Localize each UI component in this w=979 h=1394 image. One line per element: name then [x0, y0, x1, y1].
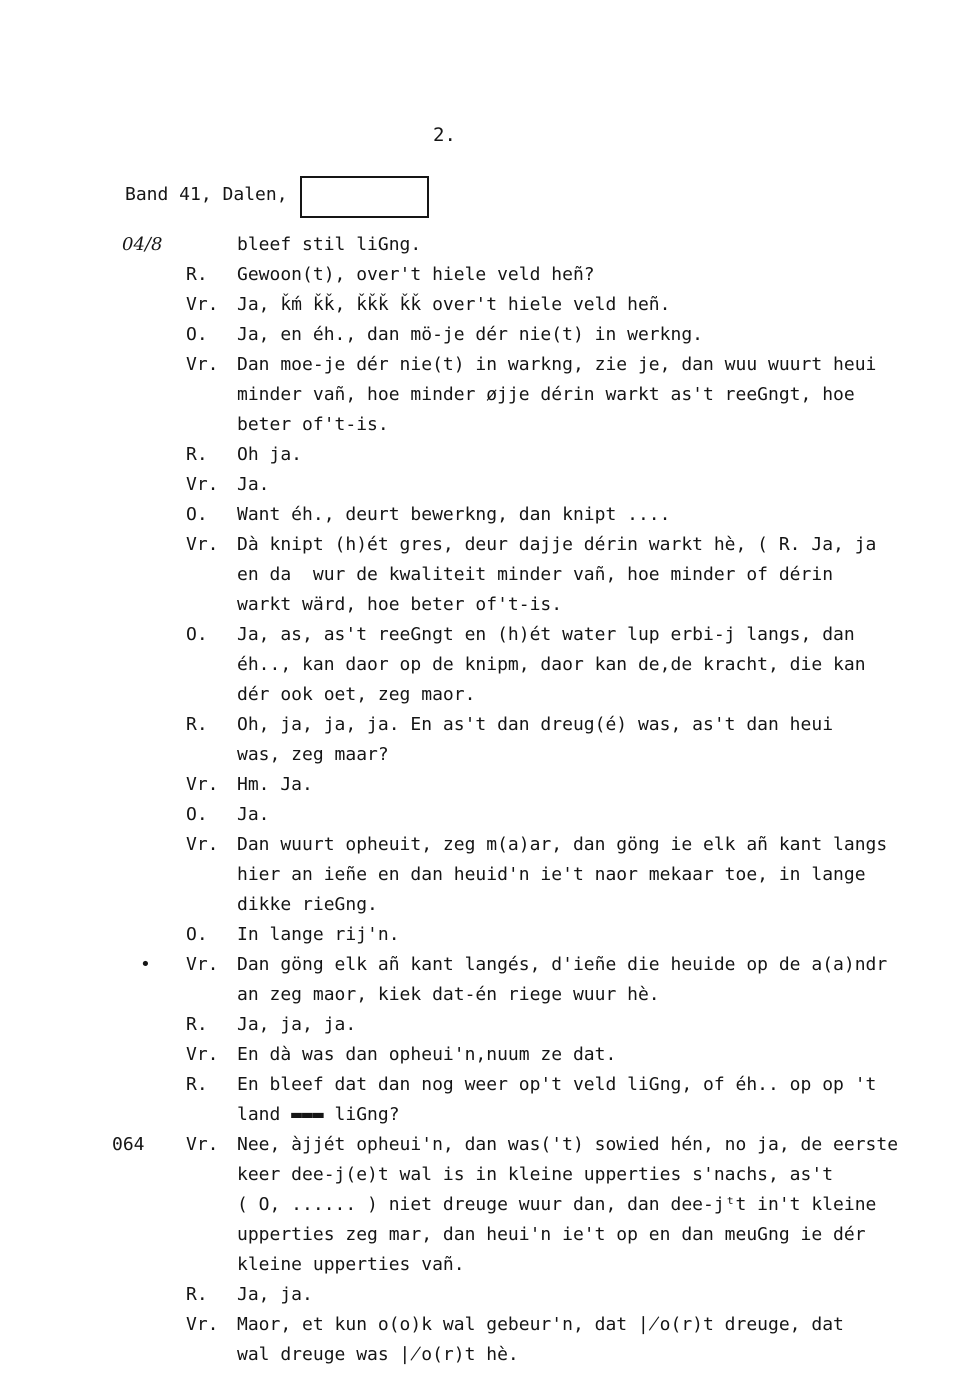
transcript-row	[0, 1010, 979, 1040]
utterance-line: Ja.	[237, 804, 270, 825]
utterance-line: Ja, ǩḿ ǩǩ, ǩǩǩ ǩǩ over't hiele veld heñ.	[237, 294, 671, 315]
utterance-line: Want éh., deurt bewerkng, dan knipt ....	[237, 504, 671, 525]
speaker-label: R.	[186, 264, 208, 285]
utterance-line: hier an ieñe en dan heuid'n ie't naor mekaar toe, in lange	[237, 864, 866, 885]
speaker-label: Vr.	[186, 1044, 219, 1065]
utterance-line: dikke rieGng.	[237, 894, 378, 915]
transcript-row	[0, 1070, 979, 1130]
header-blank-box	[300, 176, 429, 218]
header-label: Band 41, Dalen,	[125, 184, 288, 205]
transcript-row	[0, 530, 979, 620]
speaker-label: Vr.	[186, 534, 219, 555]
utterance-line: bleef stil liGng.	[237, 234, 422, 255]
utterance-line: beter of't-is.	[237, 414, 389, 435]
utterance-line: en da wur de kwaliteit minder vañ, hoe minder of dérin	[237, 564, 834, 585]
transcript-row	[0, 830, 979, 920]
utterance-line: En dà was dan opheui'n,nuum ze dat.	[237, 1044, 617, 1065]
utterance-line: Dan moe-je dér nie(t) in warkng, zie je, dan wuu wuurt heui	[237, 354, 877, 375]
utterance-line: éh.., kan daor op de knipm, daor kan de,de kracht, die kan	[237, 654, 866, 675]
speaker-label: Vr.	[186, 354, 219, 375]
transcript	[0, 230, 979, 1370]
utterance-line: wal dreuge was ∤o(r)t hè.	[237, 1344, 519, 1365]
utterance-line: Maor, et kun o(o)k wal gebeur'n, dat ∤o(r)t dreuge, dat	[237, 1314, 844, 1335]
utterance-line: Dà knipt (h)ét gres, deur dajje dérin warkt hè, ( R. Ja, ja	[237, 534, 877, 555]
transcript-row	[0, 1040, 979, 1070]
transcript-row	[0, 770, 979, 800]
transcript-row	[0, 1280, 979, 1310]
transcript-row	[0, 290, 979, 320]
transcript-row	[0, 1130, 979, 1280]
transcript-row	[0, 260, 979, 290]
transcript-row	[0, 500, 979, 530]
transcript-row	[0, 620, 979, 710]
transcript-row	[0, 950, 979, 1010]
transcript-row	[0, 1310, 979, 1370]
transcript-row	[0, 920, 979, 950]
speaker-label: O.	[186, 804, 208, 825]
tape-counter: 04∕8	[122, 234, 163, 255]
utterance-line: an zeg maor, kiek dat-én riege wuur hè.	[237, 984, 660, 1005]
utterance-line: Hm. Ja.	[237, 774, 313, 795]
speaker-label: Vr.	[186, 774, 219, 795]
speaker-label: O.	[186, 504, 208, 525]
utterance-line: En bleef dat dan nog weer op't veld liGng, of éh.. op op 't	[237, 1074, 877, 1095]
transcript-row	[0, 320, 979, 350]
utterance-line: Ja, as, as't reeGngt en (h)ét water lup erbi-j langs, dan	[237, 624, 855, 645]
utterance-line: Ja.	[237, 474, 270, 495]
speaker-label: R.	[186, 444, 208, 465]
utterance-line: ( O, ...... ) niet dreuge wuur dan, dan dee-jᵗt in't kleine	[237, 1194, 877, 1215]
utterance-line: upperties zeg mar, dan heui'n ie't op en dan meuGng ie dér	[237, 1224, 866, 1245]
document-header	[125, 176, 429, 216]
speaker-label: R.	[186, 1284, 208, 1305]
page-number: 2.	[433, 124, 456, 146]
transcript-row	[0, 710, 979, 770]
utterance-line: Ja, ja.	[237, 1284, 313, 1305]
speaker-label: R.	[186, 1014, 208, 1035]
utterance-line: land ▬▬▬ liGng?	[237, 1104, 400, 1125]
utterance-line: In lange rij'n.	[237, 924, 400, 945]
speaker-label: O.	[186, 324, 208, 345]
transcript-row	[0, 440, 979, 470]
speaker-label: Vr.	[186, 1134, 219, 1155]
speaker-label: Vr.	[186, 294, 219, 315]
speaker-label: O.	[186, 624, 208, 645]
tape-counter: 064	[112, 1134, 145, 1155]
utterance-line: minder vañ, hoe minder øjje dérin warkt as't reeGngt, hoe	[237, 384, 855, 405]
speaker-label: Vr.	[186, 954, 219, 975]
speaker-label: R.	[186, 714, 208, 735]
utterance-line: Nee, àjjét opheui'n, dan was('t) sowied hén, no ja, de eerste	[237, 1134, 899, 1155]
transcript-row	[0, 470, 979, 500]
speaker-label: R.	[186, 1074, 208, 1095]
utterance-line: Gewoon(t), over't hiele veld heñ?	[237, 264, 595, 285]
speaker-label: Vr.	[186, 1314, 219, 1335]
transcript-row	[0, 800, 979, 830]
utterance-line: Ja, ja, ja.	[237, 1014, 357, 1035]
margin-bullet: •	[140, 954, 151, 975]
transcript-row	[0, 230, 979, 260]
utterance-line: Oh ja.	[237, 444, 303, 465]
transcript-row	[0, 350, 979, 440]
speaker-label: O.	[186, 924, 208, 945]
speaker-label: Vr.	[186, 474, 219, 495]
utterance-line: Oh, ja, ja, ja. En as't dan dreug(é) was, as't dan heui	[237, 714, 834, 735]
utterance-line: kleine upperties vañ.	[237, 1254, 465, 1275]
utterance-line: Dan wuurt opheuit, zeg m(a)ar, dan göng ie elk añ kant langs	[237, 834, 888, 855]
utterance-line: Ja, en éh., dan mö-je dér nie(t) in werkng.	[237, 324, 703, 345]
utterance-line: dér ook oet, zeg maor.	[237, 684, 476, 705]
speaker-label: Vr.	[186, 834, 219, 855]
utterance-line: keer dee-j(e)t wal is in kleine upperties s'nachs, as't	[237, 1164, 834, 1185]
utterance-line: was, zeg maar?	[237, 744, 389, 765]
utterance-line: warkt wärd, hoe beter of't-is.	[237, 594, 563, 615]
utterance-line: Dan göng elk añ kant langés, d'ieñe die heuide op de a(a)ndr	[237, 954, 888, 975]
